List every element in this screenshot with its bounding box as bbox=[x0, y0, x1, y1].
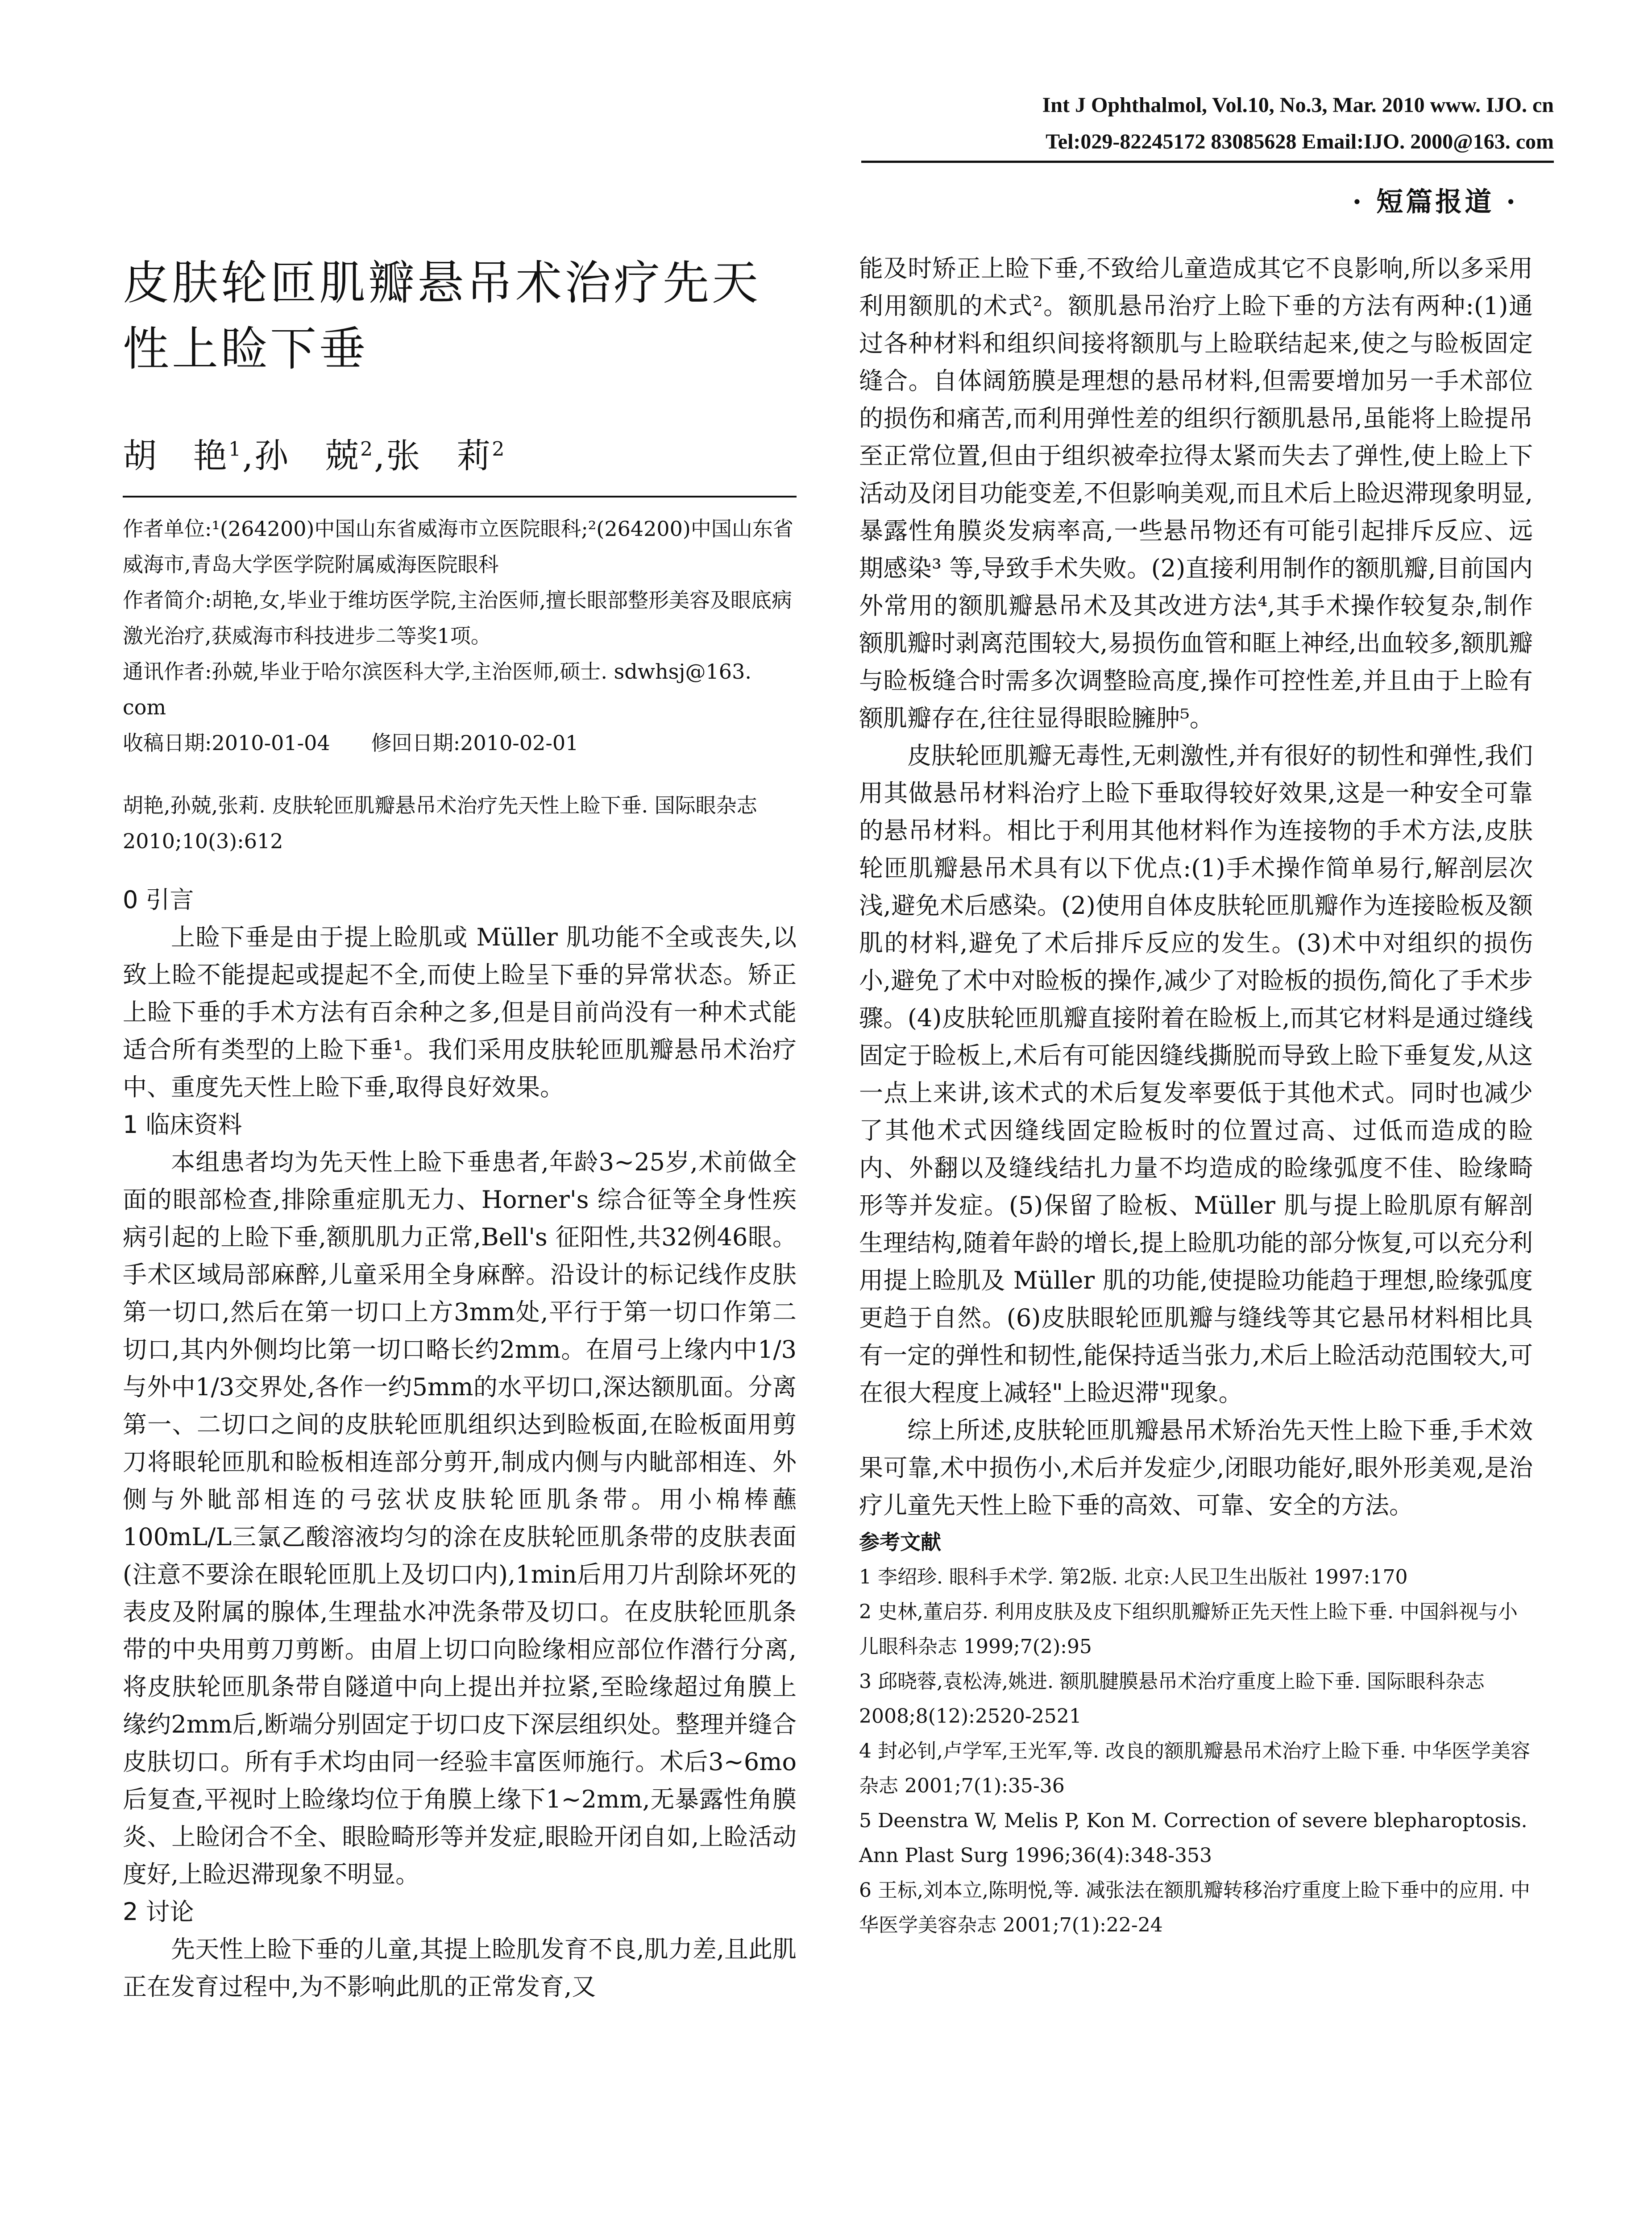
section-tag: · 短篇报道 · bbox=[1352, 187, 1518, 218]
right-column bbox=[859, 250, 1533, 1943]
journal-header-line1: Int J Ophthalmol, Vol.10, No.3, Mar. 2010 www. IJO. cn bbox=[1042, 93, 1554, 117]
discussion-paragraph-continued: 能及时矫正上睑下垂,不致给儿童造成其它不良影响,所以多采用利用额肌的术式²。额肌悬吊治疗上睑下垂的方法有两种:(1)通过各种材料和组织间接将额肌与上睑联结起来,使之与睑板固定缝合。自体阔筋膜是理想的悬吊材料,但需要增加另一手术部位的损伤和痛苦,而利用弹性差的组织行额肌悬吊,虽能将上睑提吊至正常位置,但由于组织被牵拉得太紧而失去了弹性,使上睑上下活动及闭目功能变差,不但影响美观,而且术后上睑迟滞现象明显,暴露性角膜炎发病率高,一些悬吊物还有可能引起排斥反应、远期感染³ 等,导致手术失败。(2)直接利用制作的额肌瓣,目前国内外常用的额肌瓣悬吊术及其改进方法⁴,其手术操作较复杂,制作额肌瓣时剥离范围较大,易损伤血管和眶上神经,出血较多,额肌瓣与睑板缝合时需多次调整睑高度,操作可控性差,并且由于上睑有额肌瓣存在,往往显得眼睑臃肿⁵。 bbox=[859, 254, 1533, 732]
corresponding-author: 通讯作者:孙兢,毕业于哈尔滨医科大学,主治医师,硕士. sdwhsj@163. com bbox=[123, 659, 751, 719]
reference-item: 6 王标,刘本立,陈明悦,等. 减张法在额肌瓣转移治疗重度上睑下垂中的应用. 中华医学美容杂志 2001;7(1):22-24 bbox=[859, 1879, 1530, 1937]
author-separator: , bbox=[242, 436, 255, 476]
reference-item: 2 史林,董启芬. 利用皮肤及皮下组织肌瓣矫正先天性上睑下垂. 中国斜视与小儿眼科杂志 1999;7(2):95 bbox=[859, 1601, 1518, 1658]
conclusion-paragraph: 综上所述,皮肤轮匝肌瓣悬吊术矫治先天性上睑下垂,手术效果可靠,术中损伤小,术后并发症少,闭眼功能好,眼外形美观,是治疗儿童先天性上睑下垂的高效、可靠、安全的方法。 bbox=[859, 1416, 1533, 1519]
author-rule bbox=[123, 496, 797, 498]
author-separator: , bbox=[374, 436, 386, 476]
reference-list bbox=[859, 1560, 1533, 1943]
main-text-left bbox=[123, 881, 797, 2006]
section-heading-discussion: 2 讨论 bbox=[123, 1898, 194, 1926]
references-heading: 参考文献 bbox=[859, 1530, 941, 1554]
article-title: 皮肤轮匝肌瓣悬吊术治疗先天性上睑下垂 bbox=[123, 256, 761, 376]
clinical-paragraph: 本组患者均为先天性上睑下垂患者,年龄3~25岁,术前做全面的眼部检查,排除重症肌无力、Horner's 综合征等全身性疾病引起的上睑下垂,额肌肌力正常,Bell's 征阳性,共32例46眼。手术区域局部麻醉,儿童采用全身麻醉。沿设计的标记线作皮肤第一切口,然后在第一切口上方3mm处,平行于第一切口作第二切口,其内外侧均比第一切口略长约2mm。在眉弓上缘内中1/3与外中1/3交界处,各作一约5mm的水平切口,深达额肌面。分离第一、二切口之间的皮肤轮匝肌组织达到睑板面,在睑板面用剪刀将眼轮匝肌和睑板相连部分剪开,制成内侧与内眦部相连、外侧与外眦部相连的弓弦状皮肤轮匝肌条带。用小棉棒蘸100mL/L三氯乙酸溶液均匀的涂在皮肤轮匝肌条带的皮肤表面(注意不要涂在眼轮匝肌上及切口内),1min后用刀片刮除坏死的表皮及附属的腺体,生理盐水冲洗条带及切口。在皮肤轮匝肌条带的中央用剪刀剪断。由眉上切口向睑缘相应部位作潜行分离,将皮肤轮匝肌条带自隧道中向上提出并拉紧,至睑缘超过角膜上缘约2mm后,断端分别固定于切口皮下深层组织处。整理并缝合皮肤切口。所有手术均由同一经验丰富医师施行。术后3~6mo后复查,平视时上睑缘均位于角膜上缘下1~2mm,无暴露性角膜炎、上睑闭合不全、眼睑畸形等并发症,眼睑开闭自如,上睑活动度好,上睑迟滞现象不明显。 bbox=[123, 1148, 797, 1888]
discussion-paragraph-start: 先天性上睑下垂的儿童,其提上睑肌发育不良,肌力差,且此肌正在发育过程中,为不影响此肌的正常发育,又 bbox=[123, 1935, 797, 2001]
reference-item: 5 Deenstra W, Melis P, Kon M. Correction of severe blepharoptosis. Ann Plast Surg 1996;36(4):348-353 bbox=[859, 1809, 1527, 1867]
author-bio: 作者简介:胡艳,女,毕业于维坊医学院,主治医师,擅长眼部整形美容及眼底病激光治疗,获威海市科技进步二等奖1项。 bbox=[123, 588, 792, 648]
received-revised-dates: 收稿日期:2010-01-04 修回日期:2010-02-01 bbox=[123, 731, 579, 755]
author-list bbox=[123, 429, 797, 496]
discussion-paragraph: 皮肤轮匝肌瓣无毒性,无刺激性,并有很好的韧性和弹性,我们用其做悬吊材料治疗上睑下垂取得较好效果,这是一种安全可靠的悬吊材料。相比于利用其他材料作为连接物的手术方法,皮肤轮匝肌瓣悬吊术具有以下优点:(1)手术操作简单易行,解剖层次浅,避免术后感染。(2)使用自体皮肤轮匝肌瓣作为连接睑板及额肌的材料,避免了术后排斥反应的发生。(3)术中对组织的损伤小,避免了术中对睑板的操作,减少了对睑板的损伤,简化了手术步骤。(4)皮肤轮匝肌瓣直接附着在睑板上,而其它材料是通过缝线固定于睑板上,术后有可能因缝线撕脱而导致上睑下垂复发,从这一点上来讲,该术式的术后复发率要低于其他术式。同时也减少了其他术式因缝线固定睑板时的位置过高、过低而造成的睑内、外翻以及缝线结扎力量不均造成的睑缘弧度不佳、睑缘畸形等并发症。(5)保留了睑板、Müller 肌与提上睑肌原有解剖生理结构,随着年龄的增长,提上睑肌功能的部分恢复,可以充分利用提上睑肌及 Müller 肌的功能,使提睑功能趋于理想,睑缘弧度更趋于自然。(6)皮肤眼轮匝肌瓣与缝线等其它悬吊材料相比具有一定的弹性和韧性,能保持适当张力,术后上睑活动范围较大,可在很大程度上减轻"上睑迟滞"现象。 bbox=[859, 742, 1533, 1407]
reference-item: 1 李绍珍. 眼科手术学. 第2版. 北京:人民卫生出版社 1997:170 bbox=[859, 1566, 1408, 1588]
author-name: 张 莉 bbox=[386, 436, 492, 476]
author-name: 胡 艳 bbox=[123, 436, 228, 476]
author-affiliation-mark: 1 bbox=[228, 438, 242, 461]
author-name: 孙 兢 bbox=[254, 436, 361, 476]
author-affiliation-mark: 2 bbox=[360, 438, 374, 461]
section-heading-intro: 0 引言 bbox=[123, 886, 194, 914]
left-column bbox=[123, 250, 797, 2006]
author-info-block bbox=[123, 511, 797, 761]
author-affiliation-mark: 2 bbox=[492, 438, 506, 461]
intro-paragraph: 上睑下垂是由于提上睑肌或 Müller 肌功能不全或丧失,以致上睑不能提起或提起不全,而使上睑呈下垂的异常状态。矫正上睑下垂的手术方法有百余种之多,但是目前尚没有一种术式能适合所有类型的上睑下垂¹。我们采用皮肤轮匝肌瓣悬吊术治疗中、重度先天性上睑下垂,取得良好效果。 bbox=[123, 923, 797, 1101]
header-rule bbox=[861, 161, 1554, 163]
journal-header-line2: Tel:029-82245172 83085628 Email:IJO. 2000@163. com bbox=[1046, 130, 1554, 153]
reference-item: 3 邱晓蓉,袁松涛,姚进. 额肌腱膜悬吊术治疗重度上睑下垂. 国际眼科杂志 2008;8(12):2520-2521 bbox=[859, 1670, 1485, 1728]
affiliation: 作者单位:¹(264200)中国山东省威海市立医院眼科;²(264200)中国山东省威海市,青岛大学医学院附属威海医院眼科 bbox=[123, 517, 793, 576]
reference-item: 4 封必钊,卢学军,王光军,等. 改良的额肌瓣悬吊术治疗上睑下垂. 中华医学美容杂志 2001;7(1):35-36 bbox=[859, 1740, 1530, 1797]
citation: 胡艳,孙兢,张莉. 皮肤轮匝肌瓣悬吊术治疗先天性上睑下垂. 国际眼杂志 2010;10(3):612 bbox=[123, 793, 757, 853]
section-heading-clinical: 1 临床资料 bbox=[123, 1111, 242, 1139]
